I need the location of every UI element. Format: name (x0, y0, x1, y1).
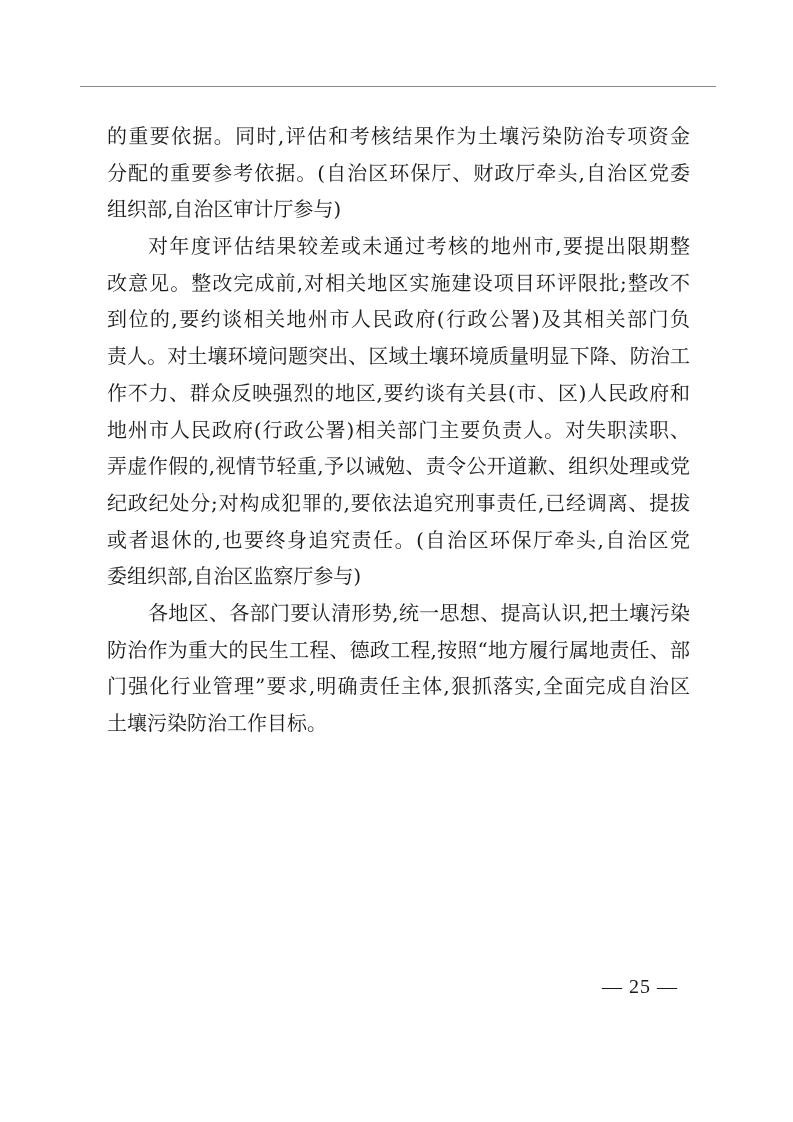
document-body (107, 118, 690, 742)
text-line: 委组织部,自治区监察厅参与) (107, 564, 362, 589)
text-line: 门强化行业管理”要求,明确责任主体,狠抓落实,全面完成自治区 (107, 674, 690, 699)
text-line: 改意见。整改完成前,对相关地区实施建设项目环评限批;整改不 (107, 270, 690, 295)
text-line: 责人。对土壤环境问题突出、区域土壤环境质量明显下降、防治工 (107, 344, 690, 369)
text-line: 分配的重要参考依据。(自治区环保厅、财政厅牵头,自治区党委 (107, 160, 690, 185)
text-line: 到位的,要约谈相关地州市人民政府(行政公署)及其相关部门负 (107, 307, 690, 332)
text-line: 的重要依据。同时,评估和考核结果作为土壤污染防治专项资金 (107, 124, 690, 148)
text-line: 防治作为重大的民生工程、德政工程,按照“地方履行属地责任、部 (107, 637, 690, 662)
text-line: 土壤污染防治工作目标。 (107, 711, 327, 735)
text-line: 地州市人民政府(行政公署)相关部门主要负责人。对失职渎职、 (107, 417, 690, 442)
header-rule (80, 86, 716, 87)
text-line: 各地区、各部门要认清形势,统一思想、提高认识,把土壤污染 (148, 600, 690, 625)
text-line: 作不力、群众反映强烈的地区,要约谈有关县(市、区)人民政府和 (107, 380, 690, 405)
page-number: — 25 — (602, 976, 678, 998)
text-line: 弄虚作假的,视情节轻重,予以诫勉、责令公开道歉、组织处理或党 (107, 454, 690, 479)
text-line: 纪政纪处分;对构成犯罪的,要依法追究刑事责任,已经调离、提拔 (107, 490, 690, 515)
text-line: 组织部,自治区审计厅参与) (107, 197, 342, 222)
text-line: 对年度评估结果较差或未通过考核的地州市,要提出限期整 (148, 234, 690, 259)
text-line: 或者退休的,也要终身追究责任。(自治区环保厅牵头,自治区党 (107, 527, 690, 552)
